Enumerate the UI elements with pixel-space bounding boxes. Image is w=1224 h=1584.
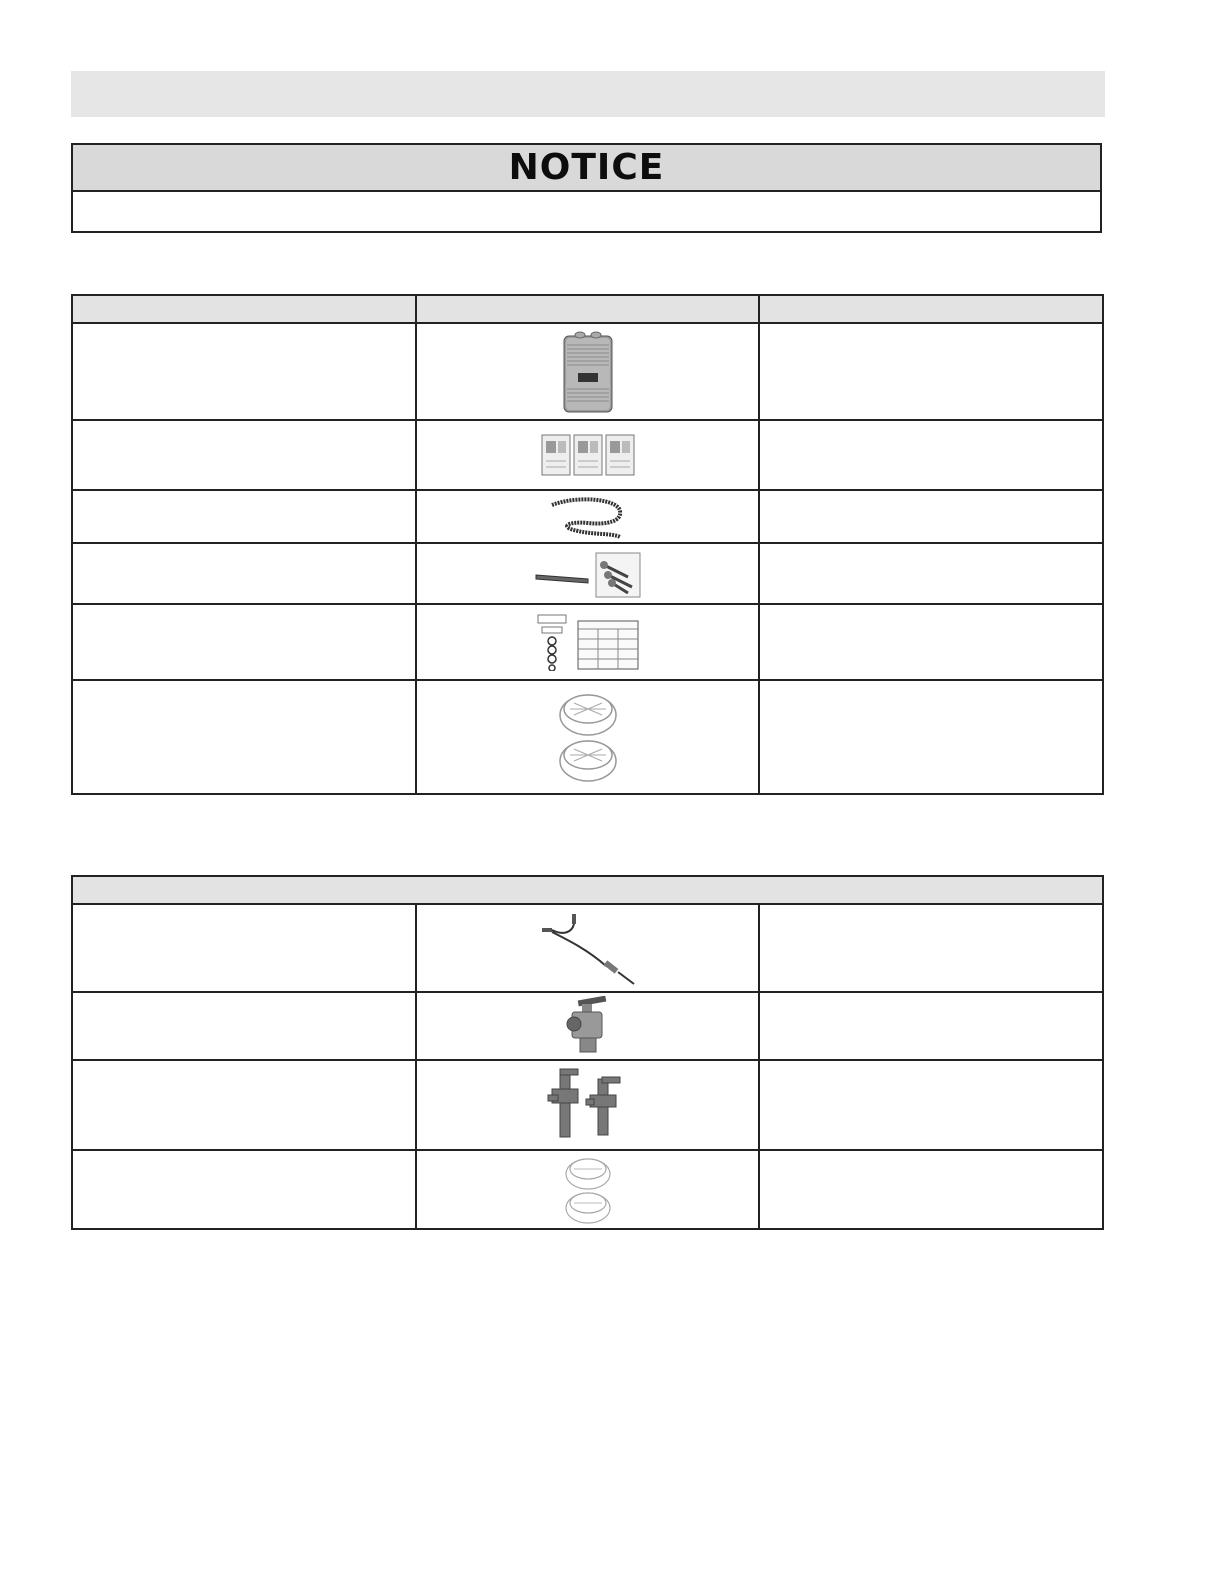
table-row — [72, 543, 1103, 604]
included-parts-table — [71, 294, 1104, 795]
part-qty — [759, 420, 1103, 490]
mounting-bracket-and-screws-icon — [532, 549, 644, 599]
part-qty — [759, 490, 1103, 543]
optional-parts-title — [72, 876, 1103, 904]
table-row — [72, 992, 1103, 1060]
notice-box — [71, 143, 1102, 233]
column-header-qty — [759, 295, 1103, 323]
table-row — [72, 490, 1103, 543]
table-header-row — [72, 295, 1103, 323]
table-row — [72, 904, 1103, 992]
part-qty — [759, 323, 1103, 420]
small-vent-screen-rings-icon — [563, 1154, 613, 1226]
part-qty — [759, 604, 1103, 680]
part-qty — [759, 680, 1103, 794]
column-header-image — [416, 295, 759, 323]
notice-title: NOTICE — [508, 147, 665, 188]
relief-valve-icon — [560, 996, 616, 1056]
table-row — [72, 420, 1103, 490]
part-name — [72, 992, 416, 1060]
part-name — [72, 323, 416, 420]
notice-header — [73, 145, 1100, 192]
table-header-row — [72, 876, 1103, 904]
column-header-part — [72, 295, 416, 323]
part-qty — [759, 1060, 1103, 1150]
vent-screen-rings-icon — [556, 687, 620, 787]
manual-booklets-icon — [540, 433, 636, 477]
part-name — [72, 604, 416, 680]
part-name — [72, 490, 416, 543]
part-qty — [759, 1150, 1103, 1229]
part-qty — [759, 543, 1103, 604]
water-heater-unit-icon — [560, 331, 616, 413]
table-row — [72, 604, 1103, 680]
part-name — [72, 1150, 416, 1229]
table-row — [72, 1150, 1103, 1229]
condensate-hose-icon — [548, 495, 628, 539]
labels-and-o-rings-icon — [536, 613, 640, 671]
part-name — [72, 1060, 416, 1150]
isolation-valves-icon — [546, 1067, 630, 1143]
part-name — [72, 543, 416, 604]
optional-parts-table — [71, 875, 1104, 1230]
section-header-bar — [71, 71, 1105, 117]
part-name — [72, 420, 416, 490]
part-name — [72, 680, 416, 794]
table-row — [72, 1060, 1103, 1150]
part-name — [72, 904, 416, 992]
table-row — [72, 680, 1103, 794]
part-qty — [759, 904, 1103, 992]
sensor-cable-icon — [538, 910, 638, 986]
table-row — [72, 323, 1103, 420]
part-qty — [759, 992, 1103, 1060]
